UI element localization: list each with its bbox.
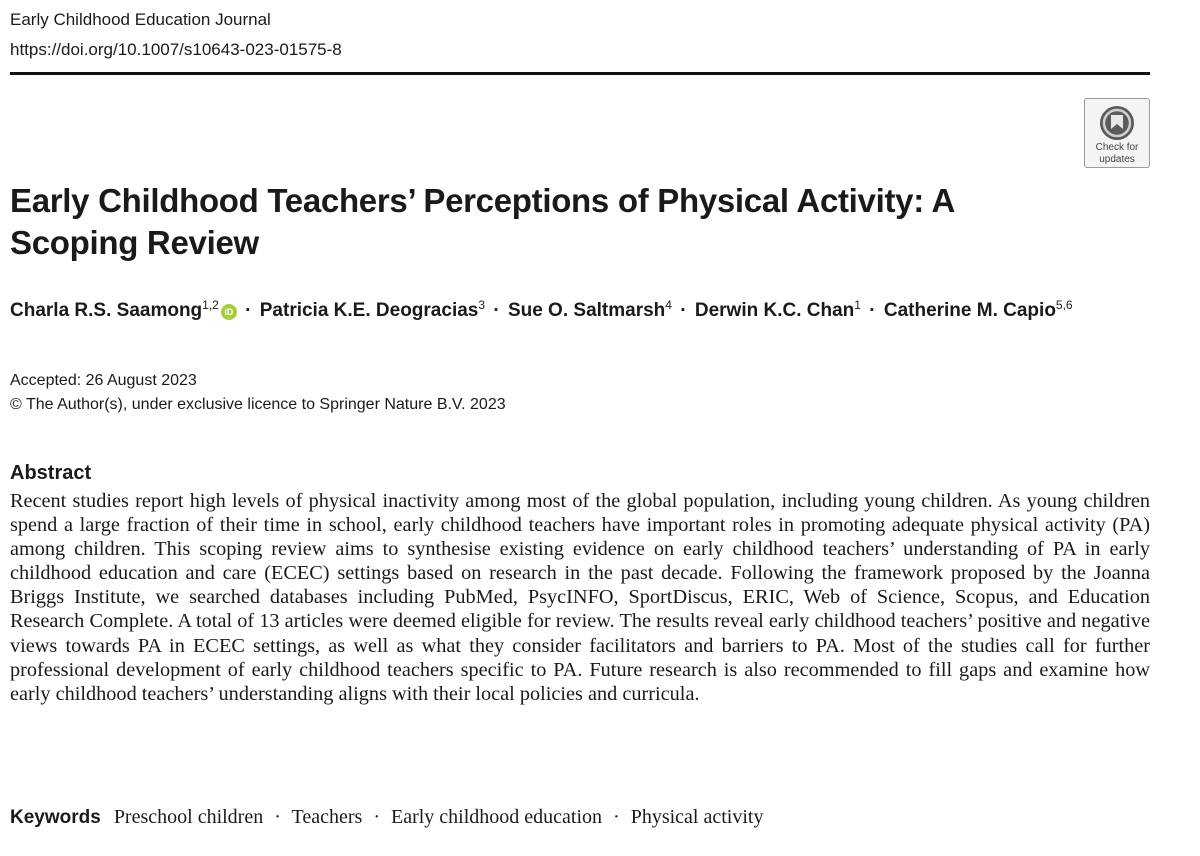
keyword-separator: · [373, 806, 380, 828]
keyword-item: Teachers [291, 806, 363, 828]
author-list [10, 300, 1180, 322]
author-separator: · [493, 300, 500, 321]
author-separator: · [680, 300, 687, 321]
header-divider [10, 72, 1150, 75]
doi-link[interactable]: https://doi.org/10.1007/s10643-023-01575-8 [10, 40, 342, 59]
author-affiliation: 1,2 [202, 298, 219, 312]
author-separator: · [245, 300, 252, 321]
author-name[interactable]: Sue O. Saltmarsh [507, 300, 666, 321]
journal-name: Early Childhood Education Journal [10, 10, 271, 29]
orcid-icon[interactable]: iD [221, 304, 237, 320]
author-affiliation: 1 [854, 298, 861, 312]
accepted-date: Accepted: 26 August 2023 [10, 372, 197, 389]
author-name[interactable]: Derwin K.C. Chan [694, 300, 855, 321]
keywords-label: Keywords [10, 807, 101, 828]
author-affiliation: 5,6 [1055, 298, 1073, 312]
author-separator: · [869, 300, 876, 321]
abstract-text: Recent studies report high levels of physical inactivity among most of the global population, including young children. As young children spend a large fraction of their time in school, early childhood teachers have important roles in promoting adequate physical activity (PA) among children. This scoping review aims to synthesise existing evidence on early childhood teachers’ understanding of PA in early childhood education and care (ECEC) settings based on research in the past decade. Following the framework proposed by the Joanna Briggs Institute, we searched databases including PubMed, PsycINFO, SportDiscus, ERIC, Web of Science, Scopus, and Education Research Complete. A total of 13 articles were deemed eligible for review. The results reveal early childhood teachers’ positive and negative views towards PA in ECEC settings, as well as what they consider facilitators and barriers to PA. Most of the studies call for further professional development of early childhood teachers specific to PA. Future research is also recommended to fill gaps and examine how early childhood teachers’ understanding aligns with their local policies and curricula. [10, 490, 1150, 705]
keyword-item: Early childhood education [390, 806, 603, 828]
author-affiliation: 3 [478, 298, 486, 312]
keyword-separator: · [274, 806, 281, 828]
copyright-notice: © The Author(s), under exclusive licence to Springer Nature B.V. 2023 [10, 396, 506, 413]
keyword-item: Preschool children [113, 806, 264, 828]
keyword-item: Physical activity [630, 806, 764, 828]
author-affiliation: 4 [665, 298, 672, 312]
keyword-separator: · [613, 806, 620, 828]
author-name[interactable]: Catherine M. Capio [883, 300, 1056, 321]
article-title: Early Childhood Teachers’ Perceptions of Physical Activity: A Scoping Review [10, 182, 954, 261]
author-name[interactable]: Patricia K.E. Deogracias [259, 300, 479, 321]
check-for-updates-label-1: Check for [1095, 142, 1139, 153]
check-for-updates-label-2: updates [1099, 154, 1135, 165]
keywords [10, 806, 763, 829]
check-for-updates-icon [1099, 105, 1135, 141]
abstract-heading: Abstract [10, 462, 92, 484]
check-for-updates-button[interactable] [1084, 98, 1150, 168]
author-name[interactable]: Charla R.S. Saamong [10, 300, 203, 321]
